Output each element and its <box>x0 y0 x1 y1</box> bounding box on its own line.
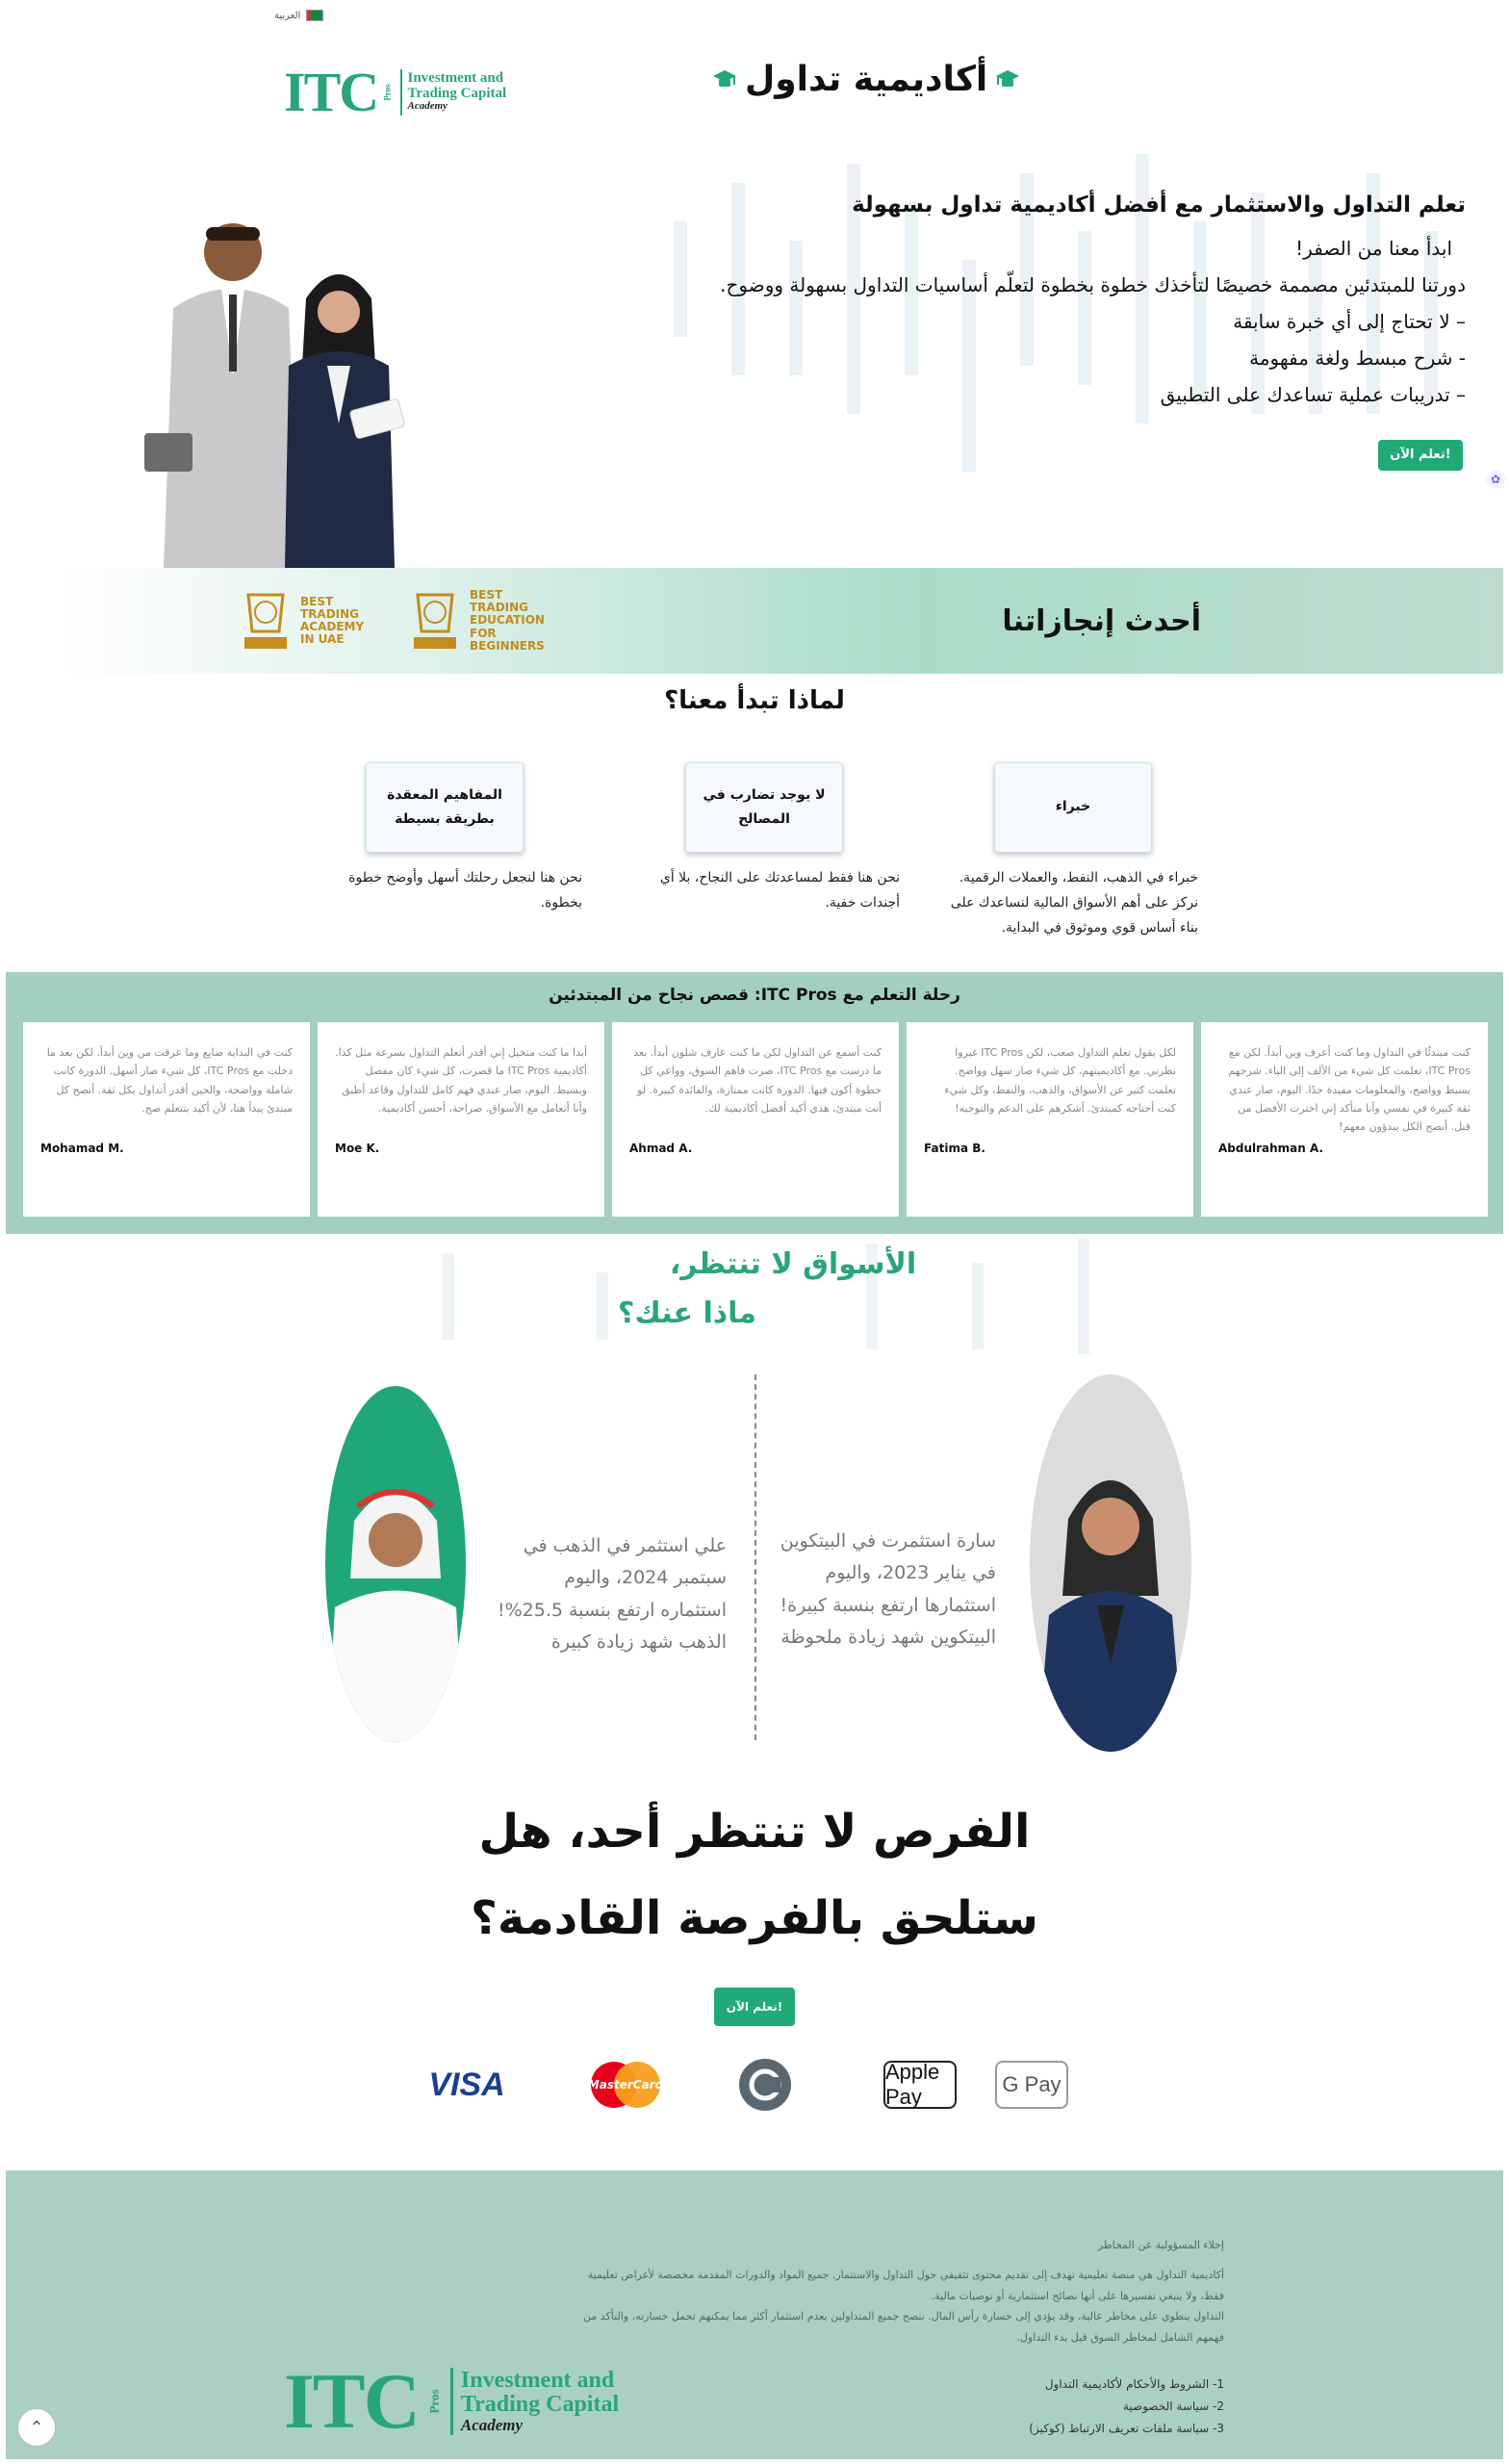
feature-card-desc: نحن هنا فقط لمساعدتك على النجاح، بلا أي أجندات خفية. <box>659 870 900 911</box>
award-badge <box>241 587 364 654</box>
award-line: IN UAE <box>300 632 345 647</box>
testimonial-text: كنت مبتدئًا في التداول وما كنت أعرف وين أبدأ. لكن مع ITC Pros، تعلمت كل شيء من الألف إلى الياء. شرحهم بسيط وواضح، والمعلومات مفيدة جدًا. اليوم، صار عندي ثقة كبيرة في نفسي وأنا متأكد إني اخترت الأفضل من قبل. أنصح الكل يبدؤون معهم! <box>1228 1046 1471 1133</box>
hero-line: – لا تحتاج إلى أي خبرة سابقة <box>1233 310 1466 333</box>
logo-pros-text: Pros <box>382 83 393 101</box>
apple-pay-text: Apple Pay <box>885 2060 940 2109</box>
hero-text-block <box>677 192 1466 420</box>
award-line: BEST <box>470 588 503 603</box>
award-line: TRADING <box>470 601 529 615</box>
graduation-cap-icon <box>712 67 737 92</box>
big-question-line1: الفرص لا تنتظر أحد، هل <box>478 1805 1031 1859</box>
language-switch[interactable] <box>274 10 323 21</box>
investor-story-ali: علي استثمر في الذهب في سبتمبر 2024، واليوم استثماره ارتفع بنسبة 25.5%! الذهب شهد زيادة كبيرة <box>497 1535 727 1653</box>
footer-logo-divider <box>450 2368 453 2435</box>
trophy-icon <box>241 587 291 654</box>
testimonial-name: Fatima B. <box>924 1142 985 1155</box>
award-text <box>470 589 545 653</box>
disclaimer-line: فقط، ولا ينبغي تفسيرها على أنها نصائح استثمارية أو توصيات مالية. <box>931 2289 1224 2302</box>
testimonial-card <box>907 1022 1193 1217</box>
feature-card-title: المفاهيم المعقدة بطريقة بسيطة <box>387 786 502 827</box>
award-line: TRADING <box>300 606 360 621</box>
award-line: BEST <box>300 594 334 608</box>
footer-link-cookies[interactable]: 3- سياسة ملفات تعريف الارتباط (كوكيز) <box>1029 2421 1224 2435</box>
learn-now-button-2[interactable]: تعلم الآن! <box>714 1988 795 2026</box>
feature-card-experts <box>994 762 1152 853</box>
award-line: ACADEMY <box>300 620 365 633</box>
footer-logo-itc-text: ITC <box>284 2357 419 2445</box>
footer-itc-logo <box>284 2356 619 2447</box>
testimonial-card <box>612 1022 899 1217</box>
footer-links <box>1029 2374 1224 2439</box>
testimonial-card <box>1201 1022 1488 1217</box>
testimonial-name: Abdulrahman A. <box>1218 1142 1324 1155</box>
trophy-icon <box>410 587 460 654</box>
hero-line: ابدأ معنا من الصفر! <box>1295 237 1452 260</box>
testimonial-text: كنت أسمع عن التداول لكن ما كنت عارف شلون أبدأ. بعد ما درست مع ITC Pros، صرت فاهم السوق، وواعي كل خطوة أكون فيها. الدورة كانت ممتازة، والفائدة كبيرة. لو أنت مبتدئ، هذي أكيد أفضل أكاديمية لك. <box>633 1046 882 1115</box>
feature-card-title: لا يوجد تضارب في المصالح <box>703 786 826 827</box>
feature-card-simple <box>366 762 524 853</box>
hero-line: – تدريبات عملية تساعدك على التطبيق <box>1160 383 1466 406</box>
award-line: FOR <box>470 626 497 640</box>
feature-card-title: خبراء <box>1055 799 1091 815</box>
google-pay-text: G Pay <box>1002 2072 1061 2096</box>
footer-link-privacy[interactable]: 2- سياسة الخصوصية <box>1122 2399 1224 2413</box>
logo-line-3: Academy <box>407 100 448 113</box>
footer-logo-subtitle <box>461 2369 619 2434</box>
testimonial-text: أبدا ما كنت متخيل إني أقدر أتعلم التداول بسرعة مثل كذا. أكاديمية ITC Pros ما قصرت، كل شيء كان مفصل وبسيط. اليوم، صار عندي فهم كامل للتداول وقاعد أطبق وأنا أتعامل مع الأسواق. صراحة، أحسن أكاديمية. <box>335 1046 587 1115</box>
logo-divider <box>400 69 402 116</box>
hero-line: دورتنا للمبتدئين مصممة خصيصًا لتأخذك خطوة بخطوة لتعلّم أساسيات التداول بسهولة ووضوح. <box>720 273 1466 296</box>
apple-pay-icon <box>883 2061 957 2109</box>
testimonial-card <box>23 1022 310 1217</box>
language-label: العربية <box>274 10 301 21</box>
logo-line-1: Investment and <box>407 69 504 86</box>
stories-divider <box>754 1374 756 1740</box>
graduation-cap-icon <box>995 67 1020 92</box>
itc-logo[interactable] <box>284 60 506 124</box>
why-section-title: لماذا تبدأ معنا؟ <box>664 686 845 715</box>
google-pay-icon <box>995 2061 1068 2109</box>
markets-subtitle: ماذا عنك؟ <box>617 1296 757 1330</box>
chat-bubble-icon[interactable]: ✿ <box>1486 470 1505 489</box>
hero-title: تعلم التداول والاستثمار مع أفضل أكاديمية تداول بسهولة <box>852 192 1466 218</box>
markets-title: الأسواق لا تنتظر، <box>669 1247 917 1281</box>
hero-line: - شرح مبسط ولغة مفهومة <box>1249 346 1466 370</box>
disclaimer-line: أكاديمية التداول هي منصة تعليمية تهدف إلى تقديم محتوى تثقيفي حول التداول والاستثمار. جميع المواد والدورات المقدمة مخصصة لأغراض تعليمية <box>587 2269 1224 2282</box>
award-line: EDUCATION <box>470 613 545 628</box>
investor-photo-sara <box>1030 1374 1191 1752</box>
visa-icon <box>423 2058 510 2112</box>
uae-flag-icon <box>306 10 323 21</box>
brand-title-text: أكاديمية تداول <box>745 60 988 99</box>
testimonial-name: Mohamad M. <box>40 1142 124 1155</box>
testimonials-title: رحلة التعلم مع ITC Pros: قصص نجاح من المبتدئين <box>549 986 960 1005</box>
feature-card-desc: نحن هنا لنجعل رحلتك أسهل وأوضح خطوة بخطوة. <box>348 870 582 911</box>
disclaimer-line: التداول ينطوي على مخاطر عالية، وقد يؤدي إلى خسارة رأس المال. ننصح جميع المتداولين بعدم استثمار أكثر مما يمكنهم تحمل خسارته، والتأكد من <box>583 2310 1224 2323</box>
brand-title <box>712 60 1020 99</box>
investor-photo-ali <box>325 1386 466 1742</box>
feature-card-no-conflict <box>685 762 843 853</box>
disclaimer-title: إخلاء المسؤولية عن المخاطر <box>1097 2239 1224 2251</box>
logo-subtitle <box>408 71 507 113</box>
award-text <box>300 596 364 647</box>
footer-link-terms[interactable]: 1- الشروط والأحكام لأكاديمية التداول <box>1044 2377 1224 2391</box>
scroll-to-top-button[interactable] <box>17 2408 56 2447</box>
crypto-icon <box>737 2058 793 2112</box>
disclaimer-line: فهمهم الشامل لمخاطر السوق قبل بدء التداول. <box>1016 2330 1224 2344</box>
mastercard-text: MasterCard <box>587 2078 664 2092</box>
footer-logo-pros-text: Pros <box>426 2389 442 2414</box>
investor-story-sara: سارة استثمرت في البيتكوين في يناير 2023، واليوم استثمارها ارتفع بنسبة كبيرة! البيتكوين شهد زيادة ملحوظة <box>780 1530 996 1648</box>
logo-line-2: Trading Capital <box>407 85 507 101</box>
testimonial-name: Ahmad A. <box>629 1142 693 1155</box>
mastercard-icon <box>585 2058 666 2112</box>
testimonial-text: كنت في البداية ضايع وما عرفت من وين أبدأ. لكن بعد ما دخلت مع ITC Pros، كل شيء صار أسهل. الدورة كانت شاملة وواضحة، والحين أقدر أتداول بكل ثقة. أنصح كل مبتدئ يبدأ هنا، لأن أكيد بتتعلم صح. <box>46 1046 293 1115</box>
testimonial-name: Moe K. <box>335 1142 380 1155</box>
learn-now-button[interactable]: تعلم الآن! <box>1378 440 1463 471</box>
testimonial-text: لكل يقول تعلم التداول صعب، لكن ITC Pros غيروا نظرتي. مع أكاديميتهم، كل شيء صار سهل وواضح. تعلمت كثير عن الأسواق، والذهب، والنفط، وكل شيء كنت أحتاجه كمبتدئ. أشكرهم على الدعم والتوجيه! <box>944 1046 1176 1115</box>
footer-logo-line-2: Trading Capital <box>460 2392 620 2418</box>
footer-logo-line-1: Investment and <box>460 2367 615 2393</box>
award-badge <box>410 587 545 654</box>
testimonial-card <box>318 1022 604 1217</box>
hero-people-image <box>135 202 423 568</box>
feature-card-desc: خبراء في الذهب، النفط، والعملات الرقمية. نركز على أهم الأسواق المالية لنساعدك على بناء أساس قوي وموثوق في البداية. <box>950 870 1198 936</box>
visa-text: VISA <box>428 2066 505 2103</box>
award-line: BEGINNERS <box>470 638 545 653</box>
achievements-title: أحدث إنجازاتنا <box>1002 604 1201 638</box>
chevron-up-icon: ⌃ <box>29 2417 44 2438</box>
big-question-line2: ستلحق بالفرصة القادمة؟ <box>471 1891 1038 1945</box>
logo-itc-text: ITC <box>284 61 378 123</box>
disclaimer-block <box>531 2235 1224 2348</box>
footer-logo-line-3: Academy <box>460 2416 524 2435</box>
